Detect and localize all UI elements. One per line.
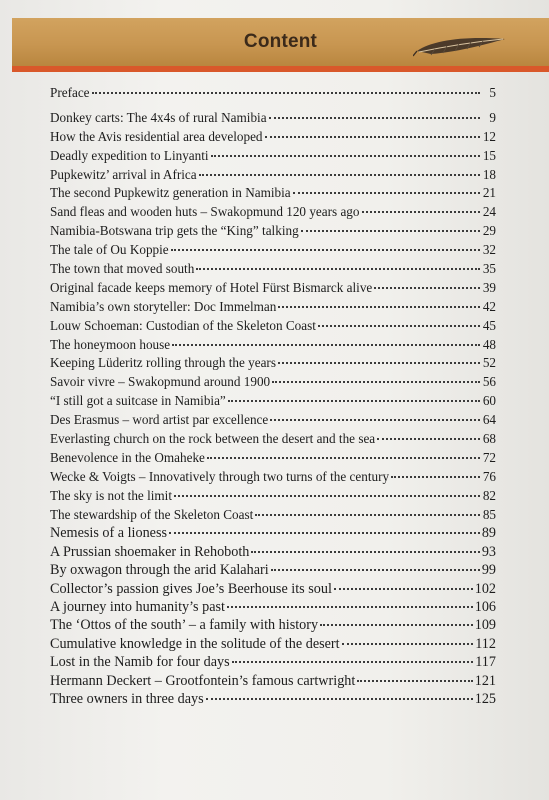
toc-entry — [50, 373, 496, 392]
toc-entry — [50, 166, 496, 185]
leader-dots — [228, 400, 480, 402]
toc-entry-title: Preface — [50, 85, 90, 100]
toc-entry-title: Deadly expedition to Linyanti — [50, 147, 209, 163]
toc-entry-page: 18 — [482, 166, 496, 182]
header-band — [12, 18, 549, 66]
toc-entry-page: 35 — [482, 261, 496, 277]
toc-entry-page: 60 — [482, 393, 496, 409]
toc-entry — [50, 260, 496, 279]
toc-entry-title: The ‘Ottos of the south’ – a family with history — [50, 617, 319, 634]
toc-entry — [50, 203, 496, 222]
toc-entry — [50, 561, 496, 579]
toc-entry-page: 48 — [482, 336, 496, 352]
toc-entry-title: Hermann Deckert – Grootfontein’s famous cartwright — [50, 672, 356, 689]
toc-entry-title: A Prussian shoemaker in Rehoboth — [50, 543, 250, 560]
toc-entry — [50, 241, 496, 260]
leader-dots — [270, 419, 480, 421]
toc-entry-page: 125 — [474, 691, 496, 707]
leader-dots — [391, 476, 480, 478]
toc-entry-title: “I still got a suitcase in Namibia” — [50, 393, 226, 409]
leader-dots — [377, 438, 480, 440]
toc-entry-page: 9 — [489, 109, 496, 125]
toc-entry-title: By oxwagon through the arid Kalahari — [50, 562, 269, 579]
toc-entry-title: Original facade keeps memory of Hotel Fürst Bismarck alive — [50, 279, 373, 295]
toc-entry-page: 117 — [475, 654, 496, 671]
leader-dots — [318, 325, 480, 327]
toc-entry-page: 76 — [482, 468, 496, 484]
toc-entry-page: 102 — [474, 580, 496, 597]
toc-entry-page: 109 — [474, 617, 496, 634]
toc-entry-page: 121 — [474, 672, 496, 689]
toc-entry — [50, 487, 496, 506]
feather-quill-icon — [413, 34, 509, 60]
toc-entry — [50, 635, 496, 653]
leader-dots — [278, 362, 480, 364]
toc-entry-title: Namibia’s own storyteller: Doc Immelman — [50, 298, 277, 314]
leader-dots — [255, 514, 480, 516]
toc-entry-title: The tale of Ou Koppie — [50, 242, 169, 258]
toc-entry-page: 24 — [482, 204, 496, 220]
leader-dots — [334, 588, 473, 590]
toc-entry-title: Savoir vivre – Swakopmund around 1900 — [50, 374, 271, 390]
toc-entry-page: 45 — [482, 317, 496, 333]
header-rule — [12, 66, 549, 72]
toc-entry — [50, 690, 496, 708]
toc-entry-title: The town that moved south — [50, 261, 195, 277]
toc-entry — [50, 317, 496, 336]
leader-dots — [199, 174, 480, 176]
table-of-contents — [50, 84, 496, 708]
toc-entry-title: Keeping Lüderitz rolling through the years — [50, 355, 276, 371]
toc-entry-title: The stewardship of the Skeleton Coast — [50, 506, 254, 522]
toc-entry — [50, 543, 496, 561]
leader-dots — [301, 230, 480, 232]
toc-entry — [50, 468, 496, 487]
toc-entry — [50, 524, 496, 542]
toc-entry — [50, 279, 496, 298]
leader-dots — [172, 344, 480, 346]
toc-entry-page: 68 — [482, 431, 496, 447]
toc-entry-page: 29 — [482, 223, 496, 239]
toc-entry-page: 42 — [482, 298, 496, 314]
leader-dots — [342, 643, 474, 645]
toc-entry-title: Three owners in three days — [50, 691, 204, 707]
toc-entry — [50, 147, 496, 166]
toc-entry — [50, 222, 496, 241]
leader-dots — [207, 457, 480, 459]
toc-entry — [50, 672, 496, 690]
toc-entry — [50, 109, 496, 128]
toc-entry — [50, 336, 496, 355]
toc-entry-page: 32 — [482, 242, 496, 258]
toc-entry-title: Lost in the Namib for four days — [50, 654, 230, 671]
leader-dots — [269, 117, 480, 119]
toc-entry-title: Namibia-Botswana trip gets the “King” talking — [50, 223, 299, 239]
toc-entry — [50, 653, 496, 671]
toc-entry-page: 5 — [489, 85, 496, 100]
toc-entry-title: Nemesis of a lioness — [50, 525, 168, 542]
toc-entry-page: 85 — [482, 506, 496, 522]
toc-entry-title: Everlasting church on the rock between the desert and the sea — [50, 431, 376, 447]
leader-dots — [320, 624, 473, 626]
leader-dots — [251, 551, 479, 553]
toc-entry — [50, 184, 496, 203]
leader-dots — [293, 192, 480, 194]
toc-entry — [50, 449, 496, 468]
leader-dots — [374, 287, 480, 289]
toc-entry — [50, 598, 496, 616]
leader-dots — [227, 606, 473, 608]
toc-entry — [50, 616, 496, 634]
toc-entry-page: 64 — [482, 412, 496, 428]
toc-entry-title: A journey into humanity’s past — [50, 599, 225, 616]
leader-dots — [206, 698, 473, 700]
leader-dots — [92, 92, 480, 94]
toc-entry-page: 89 — [481, 525, 496, 542]
toc-entry-page: 112 — [475, 635, 496, 652]
leader-dots — [278, 306, 480, 308]
toc-entry-title: Benevolence in the Omaheke — [50, 449, 205, 465]
toc-entry-title: The honeymoon house — [50, 336, 171, 352]
leader-dots — [272, 381, 480, 383]
toc-entry — [50, 298, 496, 317]
toc-entry-title: Pupkewitz’ arrival in Africa — [50, 166, 197, 182]
leader-dots — [211, 155, 480, 157]
toc-entry — [50, 506, 496, 525]
leader-dots — [357, 680, 472, 682]
leader-dots — [232, 661, 474, 663]
toc-entry-page: 99 — [481, 562, 496, 579]
toc-entry-page: 56 — [482, 374, 496, 390]
leader-dots — [271, 569, 480, 571]
toc-entry-page: 21 — [482, 185, 496, 201]
toc-entry-page: 82 — [482, 487, 496, 503]
toc-entry-title: Wecke & Voigts – Innovatively through two turns of the century — [50, 468, 390, 484]
toc-entry-title: Donkey carts: The 4x4s of rural Namibia — [50, 109, 267, 125]
leader-dots — [196, 268, 480, 270]
toc-entry — [50, 128, 496, 147]
toc-entry-page: 93 — [481, 543, 496, 560]
leader-dots — [362, 211, 481, 213]
toc-entry-page: 12 — [482, 128, 496, 144]
leader-dots — [171, 249, 480, 251]
toc-entry — [50, 354, 496, 373]
leader-dots — [174, 495, 480, 497]
toc-entry — [50, 392, 496, 411]
toc-entry-title: The sky is not the limit — [50, 487, 172, 503]
toc-entry-title: How the Avis residential area developed — [50, 128, 263, 144]
toc-entry — [50, 430, 496, 449]
toc-entry-title: The second Pupkewitz generation in Namibia — [50, 185, 291, 201]
toc-entry — [50, 580, 496, 598]
leader-dots — [169, 532, 480, 534]
toc-entry — [50, 411, 496, 430]
toc-entry-title: Sand fleas and wooden huts – Swakopmund 120 years ago — [50, 204, 360, 220]
leader-dots — [265, 136, 480, 138]
toc-entry-page: 52 — [482, 355, 496, 371]
toc-entry-title: Collector’s passion gives Joe’s Beerhouse its soul — [50, 580, 332, 597]
toc-entry-page: 72 — [482, 449, 496, 465]
toc-entry-title: Cumulative knowledge in the solitude of the desert — [50, 635, 340, 652]
page-title: Content — [243, 31, 318, 52]
toc-entry-page: 106 — [474, 599, 496, 616]
toc-entry-title: Louw Schoeman: Custodian of the Skeleton Coast — [50, 317, 316, 333]
toc-entry-title: Des Erasmus – word artist par excellence — [50, 412, 269, 428]
toc-entry-preface — [50, 84, 496, 103]
toc-entry-page: 15 — [482, 147, 496, 163]
toc-entry-page: 39 — [482, 279, 496, 295]
